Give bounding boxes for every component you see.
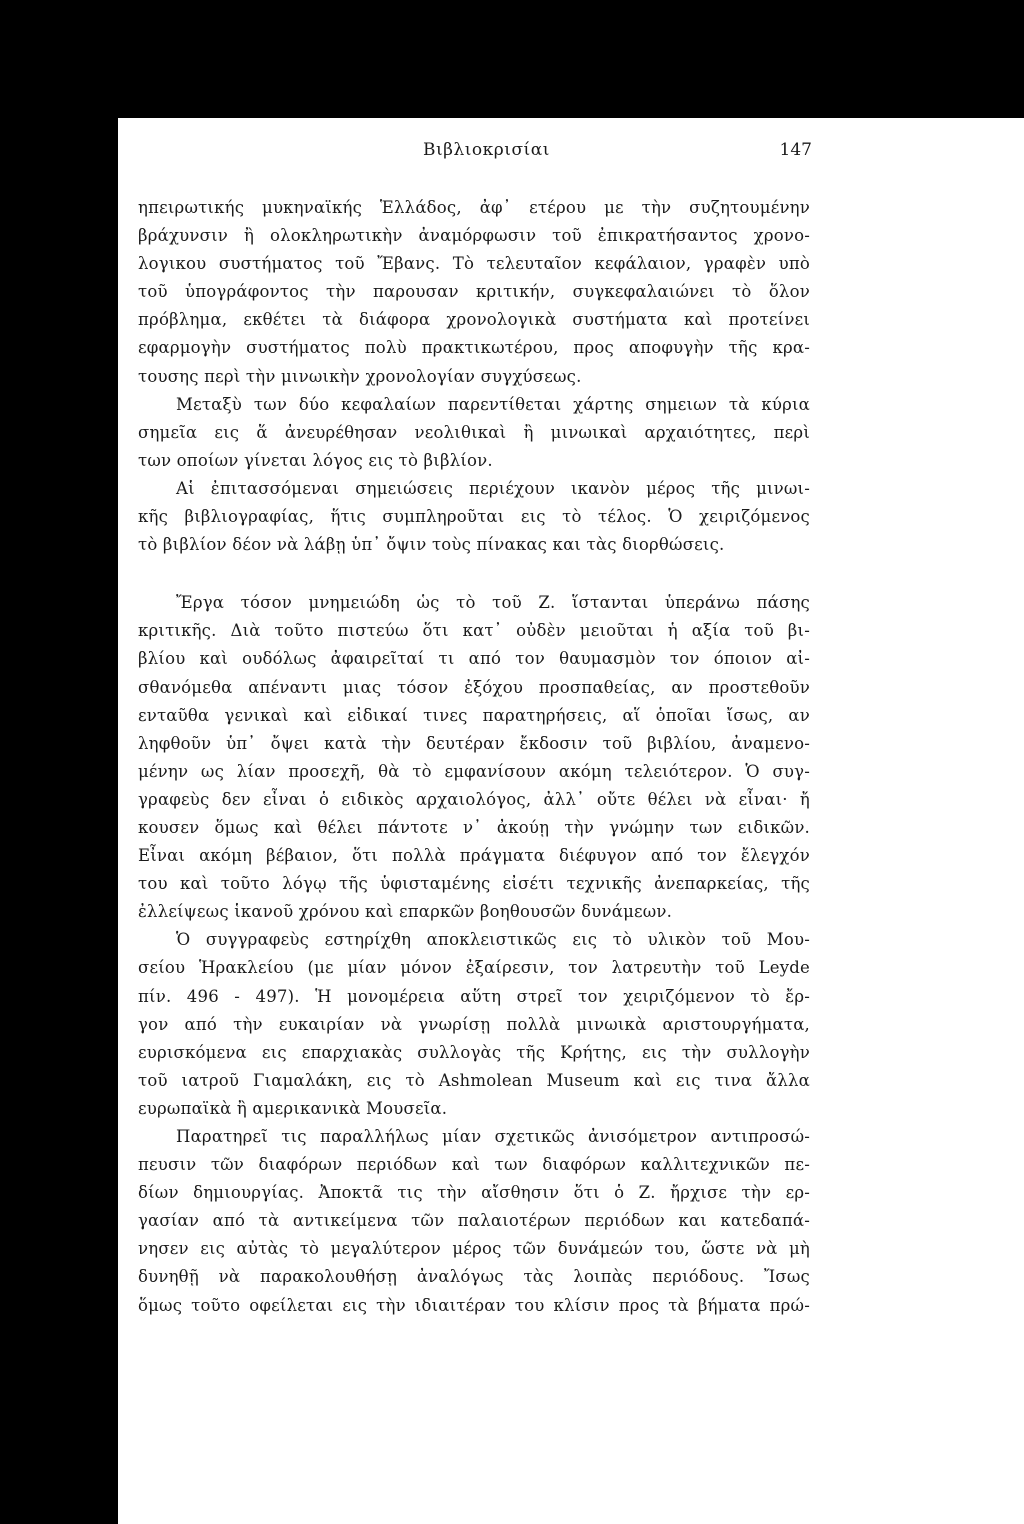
- text-line: σείου Ἡρακλείου (με μίαν μόνον ἐξαίρεσιν, τον λατρευτὴν τοῦ Leyde: [138, 958, 810, 978]
- text-line: κριτικῆς. Διὰ τοῦτο πιστεύω ὅτι κατ᾽ οὐδὲν μειοῦται ἡ αξία τοῦ βι-: [138, 621, 810, 641]
- text-line: Μεταξὺ των δύο κεφαλαίων παρεντίθεται χάρτης σημειων τὰ κύρια: [176, 394, 810, 414]
- text-line: ὅμως τοῦτο οφείλεται εις τὴν ιδιαιτέραν του κλίσιν προς τὰ βήματα πρώ-: [138, 1295, 810, 1315]
- text-line: γον από τὴν ευκαιρίαν νὰ γνωρίσῃ πολλὰ μινωικὰ αριστουργήματα,: [138, 1014, 810, 1034]
- text-line: σημεῖα εις ἅ ἀνευρέθησαν νεολιθικαὶ ἢ μινωικαὶ αρχαιότητες, περὶ: [138, 422, 810, 442]
- text-line: γραφεὺς δεν εἶναι ὁ ειδικὸς αρχαιολόγος, ἀλλ᾽ οὔτε θέλει νὰ εἶναι· ἤ: [138, 789, 810, 809]
- page-number: 147: [779, 140, 812, 160]
- running-title: Βιβλιοκρισίαι: [423, 140, 550, 160]
- text-line: εφαρμογὴν συστήματος πολὺ πρακτικωτέρου, προς αποφυγὴν τῆς κρα-: [138, 338, 810, 358]
- body-text: [138, 194, 810, 1320]
- text-line: Αἱ ἐπιτασσόμεναι σημειώσεις περιέχουν ικανὸν μέρος τῆς μινωι-: [176, 478, 810, 498]
- text-line: του καὶ τοῦτο λόγῳ τῆς ὑφισταμένης εἰσέτι τεχνικῆς ἀνεπαρκείας, τῆς: [138, 874, 810, 894]
- text-line: τουσης περὶ τὴν μινωικὴν χρονολογίαν συγχύσεως.: [138, 366, 582, 386]
- text-line: Ἔργα τόσον μνημειώδη ὡς τὸ τοῦ Ζ. ἵστανται ὑπεράνω πάσης: [176, 593, 810, 613]
- text-line: δίων δημιουργίας. Ἀποκτᾶ τις τὴν αἴσθησιν ὅτι ὁ Ζ. ἤρχισε τὴν ερ-: [138, 1183, 810, 1203]
- text-line: τοῦ ὑπογράφοντος τὴν παρουσαν κριτικήν, συγκεφαλαιώνει τὸ ὅλον: [138, 282, 810, 302]
- paragraph-gap: [138, 559, 810, 589]
- text-line: κουσεν ὅμως καὶ θέλει πάντοτε ν᾽ ἀκούῃ τὴν γνώμην των ειδικῶν.: [138, 817, 810, 837]
- text-line: πευσιν τῶν διαφόρων περιόδων καὶ των διαφόρων καλλιτεχνικῶν πε-: [138, 1155, 810, 1175]
- text-line: πίν. 496 - 497). Ἡ μονομέρεια αὕτη στρεῖ τον χειριζόμενον τὸ ἔρ-: [138, 986, 810, 1006]
- text-line: πρόβλημα, εκθέτει τὰ διάφορα χρονολογικὰ συστήματα καὶ προτείνει: [138, 310, 810, 330]
- text-line: ευρισκόμενα εις επαρχιακὰς συλλογὰς τῆς Κρήτης, εις τὴν συλλογὴν: [138, 1042, 810, 1062]
- text-line: των οποίων γίνεται λόγος εις τὸ βιβλίον.: [138, 450, 493, 470]
- text-line: ενταῦθα γενικαὶ καὶ εἰδικαί τινες παρατηρήσεις, αἵ ὁποῖαι ἴσως, αν: [138, 705, 810, 725]
- text-line: τὸ βιβλίον δέον νὰ λάβῃ ὑπ᾽ ὄψιν τοὺς πίνακας και τὰς διορθώσεις.: [138, 535, 725, 555]
- text-line: ληφθοῦν ὑπ᾽ ὄψει κατὰ τὴν δευτέραν ἔκδοσιν τοῦ βιβλίου, ἀναμενο-: [138, 733, 810, 753]
- text-line: Παρατηρεῖ τις παραλλήλως μίαν σχετικῶς ἀνισόμετρον αντιπροσώ-: [176, 1127, 810, 1146]
- text-line: ἐλλείψεως ἱκανοῦ χρόνου καὶ επαρκῶν βοηθουσῶν δυνάμεων.: [138, 902, 673, 922]
- text-line: δυνηθῇ νὰ παρακολουθήσῃ ἀναλόγως τὰς λοιπὰς περιόδους. Ἴσως: [138, 1267, 810, 1287]
- text-line: ευρωπαϊκὰ ἢ αμερικανικὰ Μουσεῖα.: [138, 1098, 448, 1118]
- text-line: ηπειρωτικής μυκηναϊκής Ἑλλάδος, ἀφ᾽ ετέρου με τὴν συζητουμένην: [138, 198, 810, 217]
- text-line: Ὁ συγγραφεὺς εστηρίχθη αποκλειστικῶς εις τὸ υλικὸν τοῦ Μου-: [176, 930, 810, 950]
- text-line: μένην ως λίαν προσεχῆ, θὰ τὸ εμφανίσουν ακόμη τελειότερον. Ὁ συγ-: [138, 761, 810, 781]
- text-line: Εἶναι ακόμη βέβαιον, ὅτι πολλὰ πράγματα διέφυγον από τον ἔλεγχόν: [138, 846, 810, 866]
- text-line: νησεν εις αὐτὰς τὸ μεγαλύτερον μέρος τῶν δυνάμεών του, ὥστε νὰ μὴ: [138, 1239, 810, 1259]
- text-line: κῆς βιβλιογραφίας, ἥτις συμπληροῦται εις τὸ τέλος. Ὁ χειριζόμενος: [138, 507, 810, 527]
- text-line: τοῦ ιατροῦ Γιαμαλάκη, εις τὸ Ashmolean Museum καὶ εις τινα ἄλλα: [138, 1070, 810, 1090]
- text-line: λογικου συστήματος τοῦ Ἔβανς. Τὸ τελευταῖον κεφάλαιον, γραφὲν υπὸ: [138, 254, 810, 274]
- running-head: [118, 140, 1024, 164]
- text-line: βράχυνσιν ἢ ολοκληρωτικὴν ἀναμόρφωσιν τοῦ ἐπικρατήσαντος χρονο-: [138, 226, 810, 246]
- text-line: σθανόμεθα απέναντι μιας τόσον ἐξόχου προσπαθείας, αν προστεθοῦν: [138, 677, 810, 697]
- book-page: [118, 118, 1024, 1524]
- text-line: γασίαν από τὰ αντικείμενα τῶν παλαιοτέρων περιόδων και κατεδαπά-: [138, 1211, 810, 1231]
- text-line: βλίου καὶ ουδόλως ἀφαιρεῖταί τι από τον θαυμασμὸν τον όποιον αἰ-: [138, 649, 810, 669]
